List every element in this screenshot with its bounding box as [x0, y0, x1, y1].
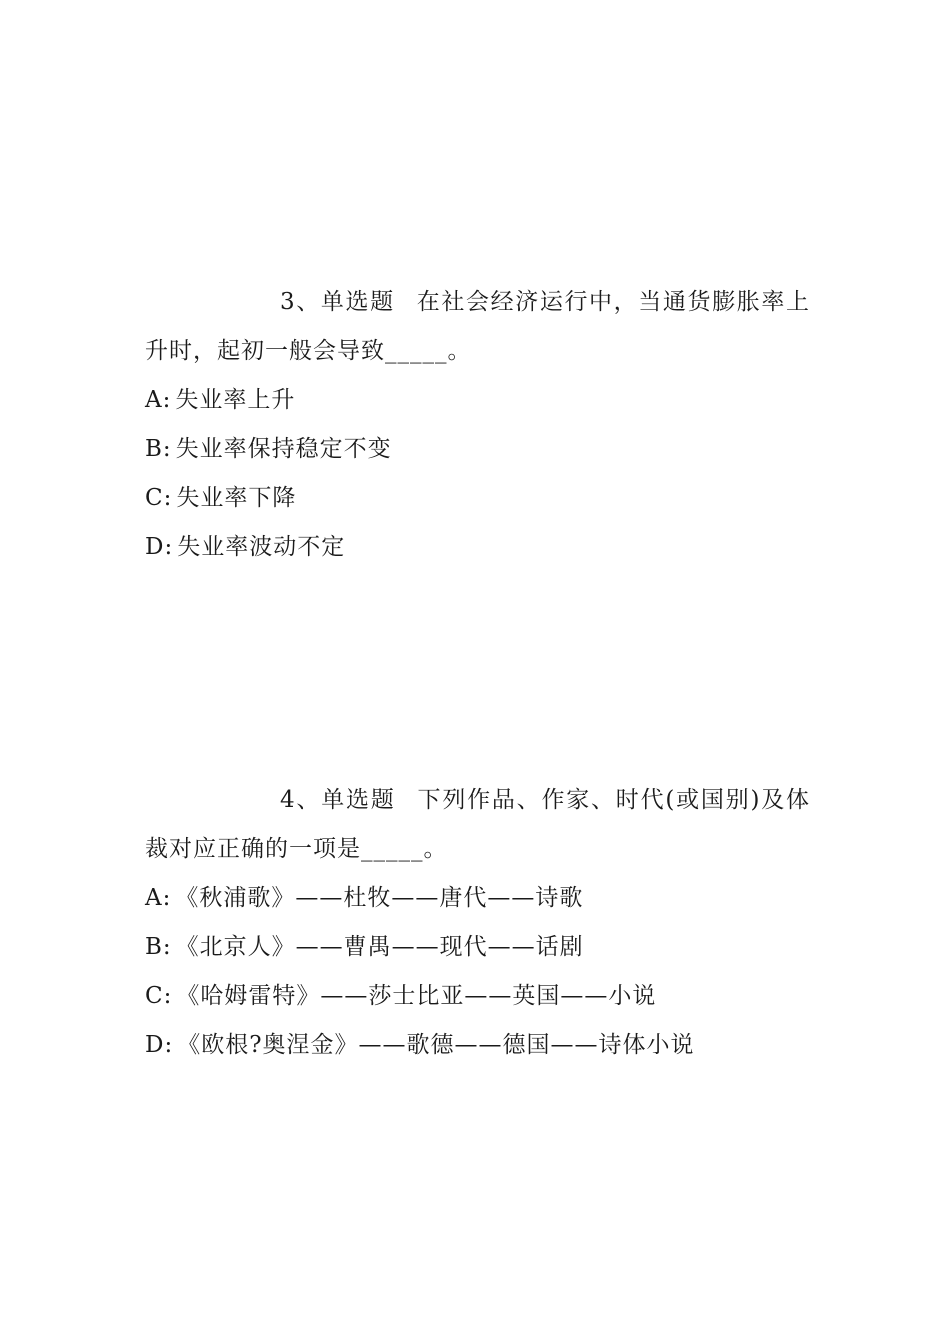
option-text: 《哈姆雷特》——莎士比亚——英国——小说: [176, 983, 657, 1009]
option-letter: D:: [145, 1032, 174, 1058]
option-text: 《欧根?奥涅金》——歌德——德国——诗体小说: [177, 1032, 695, 1058]
option-letter: B:: [145, 934, 172, 960]
option-a[interactable]: [145, 376, 810, 425]
option-list: [145, 376, 810, 572]
option-letter: C:: [145, 485, 173, 511]
question-number: 4、: [280, 787, 322, 813]
option-text: 失业率下降: [176, 485, 297, 511]
option-letter: A:: [145, 885, 172, 911]
question-type: 单选题: [320, 289, 395, 315]
option-list: [145, 874, 810, 1070]
option-text: 失业率上升: [175, 387, 296, 413]
question-stem: [145, 278, 810, 376]
option-letter: C:: [145, 983, 173, 1009]
option-a[interactable]: [145, 874, 810, 923]
question-stem: [145, 776, 810, 874]
option-letter: B:: [145, 436, 172, 462]
option-letter: A:: [145, 387, 172, 413]
question-number: 3、: [280, 289, 321, 315]
option-d[interactable]: [145, 523, 810, 572]
question-3: [145, 278, 810, 572]
question-text: 下列作品、作家、时代(或国别)及体裁对应正确的一项是_____。: [145, 787, 810, 862]
option-b[interactable]: [145, 425, 810, 474]
question-type: 单选题: [321, 787, 396, 813]
option-c[interactable]: [145, 474, 810, 523]
option-text: 《北京人》——曹禺——现代——话剧: [175, 934, 584, 960]
option-d[interactable]: [145, 1021, 810, 1070]
option-c[interactable]: [145, 972, 810, 1021]
option-letter: D:: [145, 534, 174, 560]
option-text: 失业率保持稳定不变: [175, 436, 392, 462]
option-b[interactable]: [145, 923, 810, 972]
option-text: 《秋浦歌》——杜牧——唐代——诗歌: [175, 885, 584, 911]
question-4: [145, 776, 810, 1070]
question-text: 在社会经济运行中，当通货膨胀率上升时，起初一般会导致_____。: [145, 289, 811, 364]
option-text: 失业率波动不定: [177, 534, 346, 560]
